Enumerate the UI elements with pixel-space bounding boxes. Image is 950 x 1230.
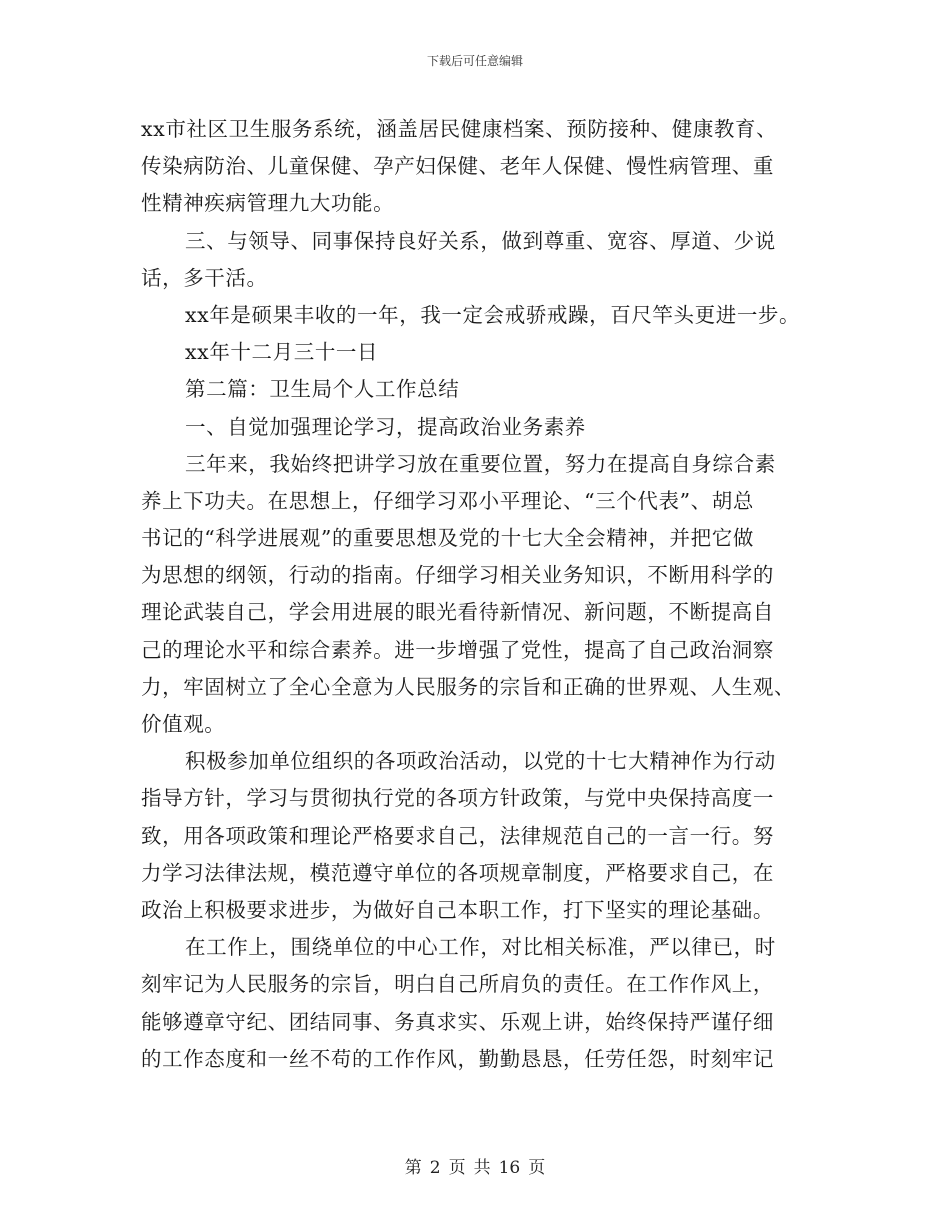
body-line: xx年是硕果丰收的一年，我一定会戒骄戒躁，百尺竿头更进一步。 [185,302,801,327]
body-line: 话，多干活。 [141,265,268,290]
footer-page-prefix: 第 [404,1158,422,1178]
body-line: 传染病防治、儿童保健、孕产妇保健、老年人保健、慢性病管理、重 [141,154,774,179]
page-footer [0,1153,950,1178]
body-line: 刻牢记为人民服务的宗旨，明白自己所肩负的责任。在工作作风上， [141,972,774,997]
date-line: xx年十二月三十一日 [185,340,379,365]
subsection-title: 一、自觉加强理论学习，提高政治业务素养 [185,414,586,439]
body-line: 的工作态度和一丝不苟的工作作风，勤勤恳恳，任劳任怨，时刻牢记 [141,1046,774,1071]
body-line: 在工作上，围绕单位的中心工作，对比相关标准，严以律已，时 [185,935,776,960]
body-line: 为思想的纲领，行动的指南。仔细学习相关业务知识，不断用科学的 [141,563,774,588]
body-line: 性精神疾病管理九大功能。 [141,191,395,216]
section-title: 第二篇：卫生局个人工作总结 [185,377,460,402]
footer-total-prefix: 共 [473,1158,491,1178]
body-line: 力学习法律法规，模范遵守单位的各项规章制度，严格要求自己，在 [141,860,774,885]
footer-page-mid: 页 [448,1158,466,1178]
body-line: 价值观。 [141,712,226,736]
page-header-note: 下载后可任意编辑 [426,54,523,68]
body-line: 政治上积极要求进步，为做好自己本职工作，打下坚实的理论基础。 [141,897,774,922]
document-body [141,111,821,1078]
footer-total-pages: 16 [498,1158,521,1178]
body-line: 致，用各项政策和理论严格要求自己，法律规范自己的一言一行。努 [141,823,774,848]
body-line: xx市社区卫生服务系统，涵盖居民健康档案、预防接种、健康教育、 [141,117,778,141]
body-line: 三、与领导、同事保持良好关系，做到尊重、宽容、厚道、少说 [185,228,776,253]
body-line: 能够遵章守纪、团结同事、务真求实、乐观上讲，始终保持严谨仔细 [141,1009,774,1034]
body-line: 己的理论水平和综合素养。进一步增强了党性，提高了自己政治洞察 [141,637,774,662]
footer-page-number: 2 [429,1158,441,1178]
body-line: 积极参加单位组织的各项政治活动，以党的十七大精神作为行动 [185,749,776,774]
body-line: 理论武装自己，学会用进展的眼光看待新情况、新问题，不断提高自 [141,600,774,625]
body-line: 养上下功夫。在思想上，仔细学习邓小平理论、“三个代表”、胡总 [141,488,754,513]
body-line: 书记的“科学进展观”的重要思想及党的十七大全会精神，并把它做 [141,526,754,551]
body-line: 三年来，我始终把讲学习放在重要位置，努力在提高自身综合素 [185,451,776,476]
body-line: 力，牢固树立了全心全意为人民服务的宗旨和正确的世界观、人生观、 [141,674,796,699]
footer-total-suffix: 页 [528,1158,546,1178]
body-line: 指导方针，学习与贯彻执行党的各项方针政策，与党中央保持高度一 [141,786,774,811]
